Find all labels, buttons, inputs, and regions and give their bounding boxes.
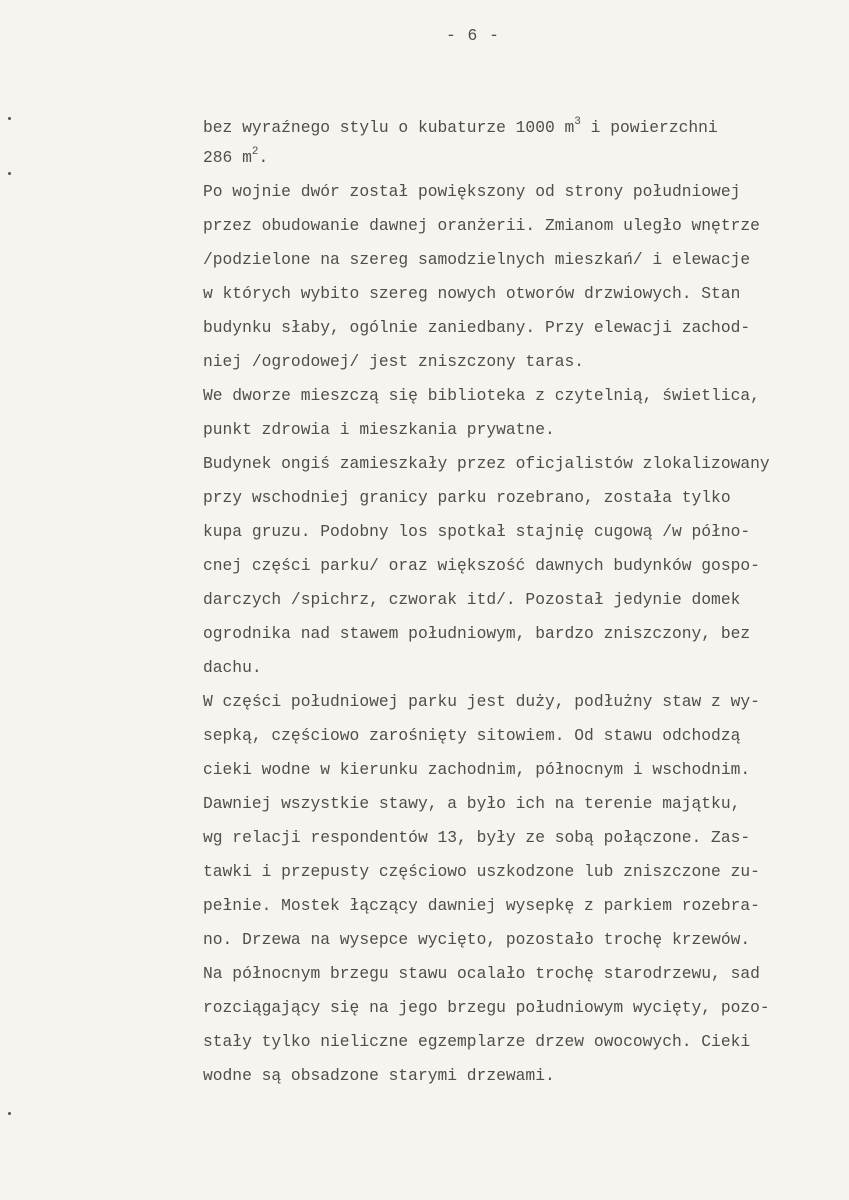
text-line: kupa gruzu. Podobny los spotkał stajnię cugową /w półno- [203,522,751,541]
text-line: rozciągający się na jego brzegu południowym wycięty, pozo- [203,998,770,1017]
text-segment: 286 m [203,148,252,167]
text-line: Budynek ongiś zamieszkały przez oficjalistów zlokalizowany [203,454,770,473]
text-line: niej /ogrodowej/ jest zniszczony taras. [203,352,585,371]
superscript: 3 [574,116,581,128]
text-line: We dworze mieszczą się biblioteka z czytelnią, świetlica, [203,386,760,405]
text-line: przez obudowanie dawnej oranżerii. Zmianom uległo wnętrze [203,216,760,235]
margin-dot [8,172,11,175]
text-line: W części południowej parku jest duży, podłużny staw z wy- [203,692,760,711]
text-line: w których wybito szereg nowych otworów drzwiowych. Stan [203,284,741,303]
text-line: budynku słaby, ogólnie zaniedbany. Przy elewacji zachod- [203,318,751,337]
text-segment: i powierzchni [580,118,718,137]
text-line: tawki i przepusty częściowo uszkodzone lub zniszczone zu- [203,862,760,881]
document-body [203,115,770,1097]
text-line: cieki wodne w kierunku zachodnim, północnym i wschodnim. [203,760,751,779]
text-line: darczych /spichrz, czworak itd/. Pozostał jedynie domek [203,590,741,609]
text-line: punkt zdrowia i mieszkania prywatne. [203,420,555,439]
text-line: wodne są obsadzone starymi drzewami. [203,1066,555,1085]
text-segment: . [258,148,269,167]
margin-dot [8,1112,11,1115]
text-line: przy wschodniej granicy parku rozebrano, została tylko [203,488,731,507]
text-line: Po wojnie dwór został powiększony od strony południowej [203,182,741,201]
text-line: Na północnym brzegu stawu ocalało trochę starodrzewu, sad [203,964,760,983]
text-line: Dawniej wszystkie stawy, a było ich na terenie majątku, [203,794,741,813]
text-line: wg relacji respondentów 13, były ze sobą połączone. Zas- [203,828,751,847]
text-line: sepką, częściowo zarośnięty sitowiem. Od stawu odchodzą [203,726,741,745]
text-line: stały tylko nieliczne egzemplarze drzew owocowych. Cieki [203,1032,751,1051]
text-line: no. Drzewa na wysepce wycięto, pozostało trochę krzewów. [203,930,751,949]
margin-dot [8,117,11,120]
text-line: pełnie. Mostek łączący dawniej wysepkę z parkiem rozebra- [203,896,760,915]
page-number: - 6 - [446,26,500,45]
text-line [203,145,770,179]
text-line [203,115,770,145]
superscript: 2 [251,146,259,158]
text-segment: bez wyraźnego stylu o kubaturze 1000 m [203,118,575,137]
text-line: cnej części parku/ oraz większość dawnych budynków gospo- [203,556,760,575]
text-line: dachu. [203,658,262,677]
text-line: ogrodnika nad stawem południowym, bardzo zniszczony, bez [203,624,751,643]
text-line: /podzielone na szereg samodzielnych mieszkań/ i elewacje [203,250,751,269]
